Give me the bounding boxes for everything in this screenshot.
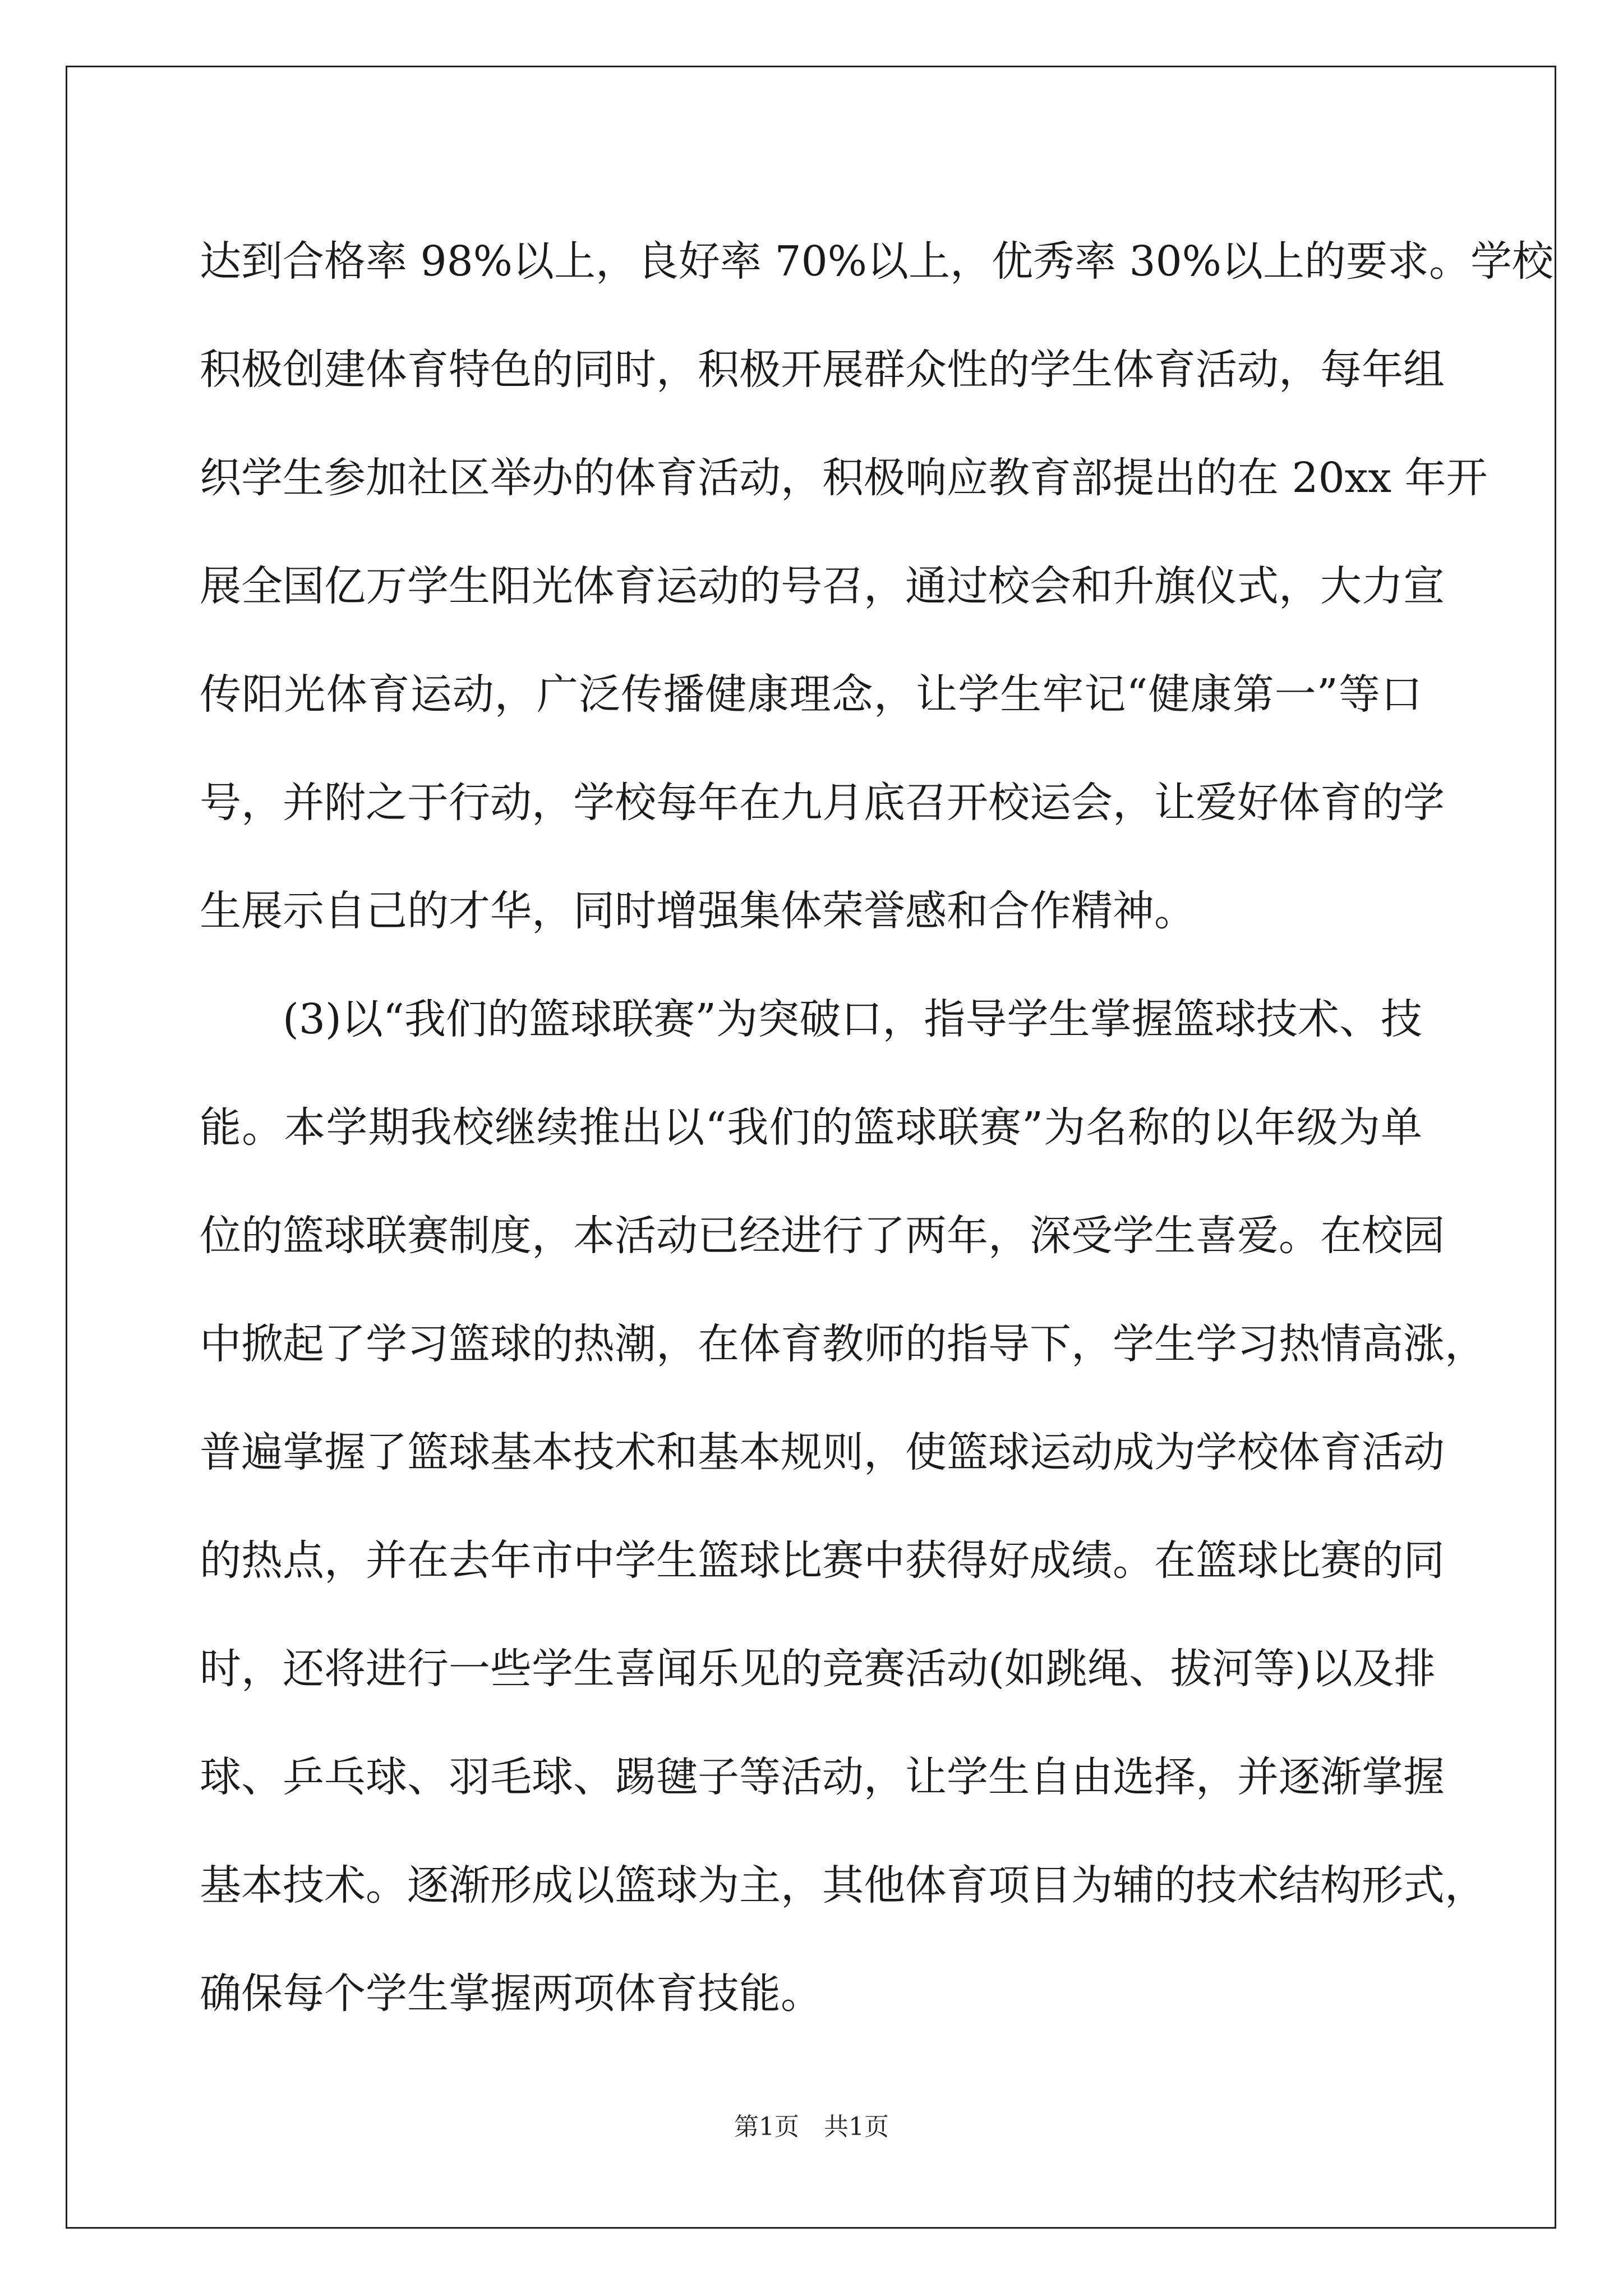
paragraph-1-line-4: 展全国亿万学生阳光体育运动的号召，通过校会和升旗仪式，大力宣 bbox=[200, 562, 1445, 610]
paragraph-1-line-6: 号，并附之于行动，学校每年在九月底召开校运会，让爱好体育的学 bbox=[200, 779, 1445, 827]
paragraph-1-line-1: 达到合格率 98%以上，良好率 70%以上，优秀率 30%以上的要求。学校 bbox=[200, 237, 1553, 286]
page-footer: 第1页 共1页 bbox=[734, 2113, 889, 2141]
paragraph-1-line-2: 积极创建体育特色的同时，积极开展群众性的学生体育活动，每年组 bbox=[200, 346, 1445, 394]
paragraph-1-line-3: 织学生参加社区举办的体育活动，积极响应教育部提出的在 20xx 年开 bbox=[200, 454, 1488, 502]
paragraph-2-line-2: 能。本学期我校继续推出以“我们的篮球联赛”为名称的以年级为单 bbox=[200, 1103, 1422, 1152]
paragraph-2-line-9: 基本技术。逐渐形成以篮球为主，其他体育项目为辅的技术结构形式， bbox=[200, 1861, 1486, 1910]
paragraph-2-line-8: 球、乒乓球、羽毛球、踢毽子等活动，让学生自由选择，并逐渐掌握 bbox=[200, 1753, 1445, 1801]
paragraph-2-line-10: 确保每个学生掌握两项体育技能。 bbox=[200, 1970, 822, 2018]
paragraph-2-line-1: (3)以“我们的篮球联赛”为突破口，指导学生掌握篮球技术、技 bbox=[283, 995, 1422, 1043]
paragraph-2-line-4: 中掀起了学习篮球的热潮，在体育教师的指导下，学生学习热情高涨， bbox=[200, 1320, 1486, 1368]
paragraph-1-line-7: 生展示自己的才华，同时增强集体荣誉感和合作精神。 bbox=[200, 887, 1196, 935]
paragraph-2-line-7: 时，还将进行一些学生喜闻乐见的竞赛活动(如跳绳、拔河等)以及排 bbox=[200, 1645, 1436, 1693]
paragraph-2-line-3: 位的篮球联赛制度，本活动已经进行了两年，深受学生喜爱。在校园 bbox=[200, 1212, 1445, 1260]
paragraph-1-line-5: 传阳光体育运动，广泛传播健康理念，让学生牢记“健康第一”等口 bbox=[200, 670, 1422, 719]
document-body bbox=[200, 208, 1553, 2048]
paragraph-2-line-5: 普遍掌握了篮球基本技术和基本规则，使篮球运动成为学校体育活动 bbox=[200, 1428, 1445, 1476]
paragraph-2-line-6: 的热点，并在去年市中学生篮球比赛中获得好成绩。在篮球比赛的同 bbox=[200, 1536, 1445, 1585]
